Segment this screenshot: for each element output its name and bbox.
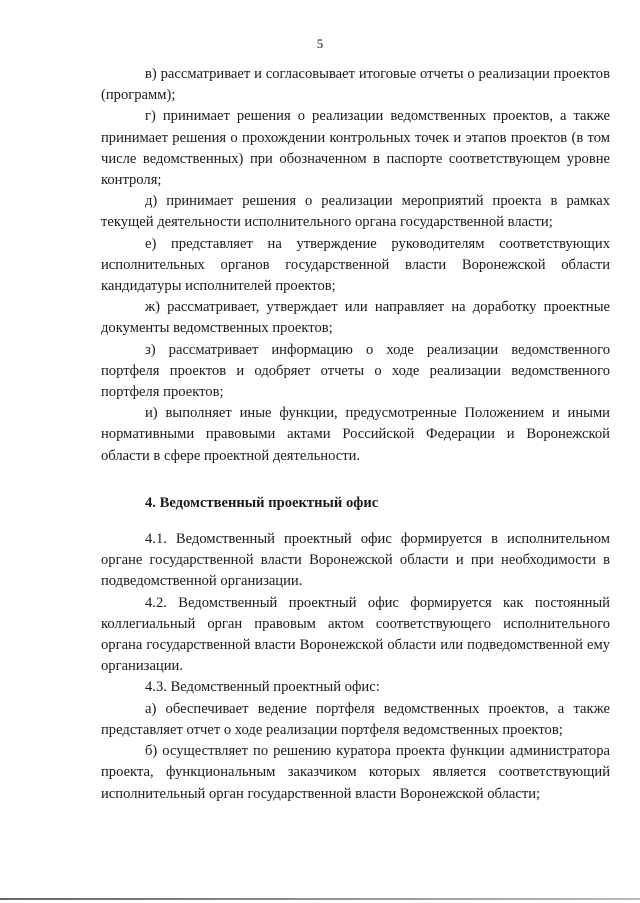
document-body [101, 64, 610, 805]
paragraph-4-3: 4.3. Ведомственный проектный офис: [145, 679, 380, 696]
paragraph-4-1: 4.1. Ведомственный проектный офис формируется в исполнительном органе государственной власти Воронежской области и при необходимости в подведомственной организации. [101, 531, 610, 590]
list-item-i: и) выполняет иные функции, предусмотренные Положением и иными нормативными правовыми актами Российской Федерации и Воронежской области в сфере проектной деятельности. [101, 405, 610, 464]
list-item-zh: ж) рассматривает, утверждает или направляет на доработку проектные документы ведомственных проектов; [101, 299, 610, 337]
list-item-b: б) осуществляет по решению куратора проекта функции администратора проекта, функциональным заказчиком которых является соответствующий исполнительный орган государственной власти Воронежской области; [101, 743, 610, 802]
paragraph-4-2: 4.2. Ведомственный проектный офис формируется как постоянный коллегиальный орган правовым актом соответствующего исполнительного органа государственной власти Воронежской области или подведомственной ему организации. [101, 594, 610, 675]
list-item-v: в) рассматривает и согласовывает итоговые отчеты о реализации проектов (программ); [101, 66, 610, 104]
section-heading: 4. Ведомственный проектный офис [145, 494, 379, 511]
list-item-e: е) представляет на утверждение руководителям соответствующих исполнительных органов государственной власти Воронежской области кандидатуры исполнителей проектов; [101, 235, 610, 295]
list-item-d: д) принимает решения о реализации мероприятий проекта в рамках текущей деятельности исполнительного органа государственной власти; [101, 193, 610, 231]
page-number: 5 [316, 36, 324, 51]
list-item-g: г) принимает решения о реализации ведомственных проектов, а также принимает решения о прохождении контрольных точек и этапов проектов (в том числе ведомственных) при обозначенном в паспорте соответствующем уровне контроля; [101, 108, 610, 189]
list-item-z: з) рассматривает информацию о ходе реализации ведомственного портфеля проектов и одобряет отчеты о ходе реализации ведомственного портфеля проектов; [101, 341, 610, 401]
list-item-a: а) обеспечивает ведение портфеля ведомственных проектов, а также представляет отчет о ходе реализации портфеля ведомственных проектов; [101, 700, 610, 738]
bottom-rule [0, 898, 640, 900]
